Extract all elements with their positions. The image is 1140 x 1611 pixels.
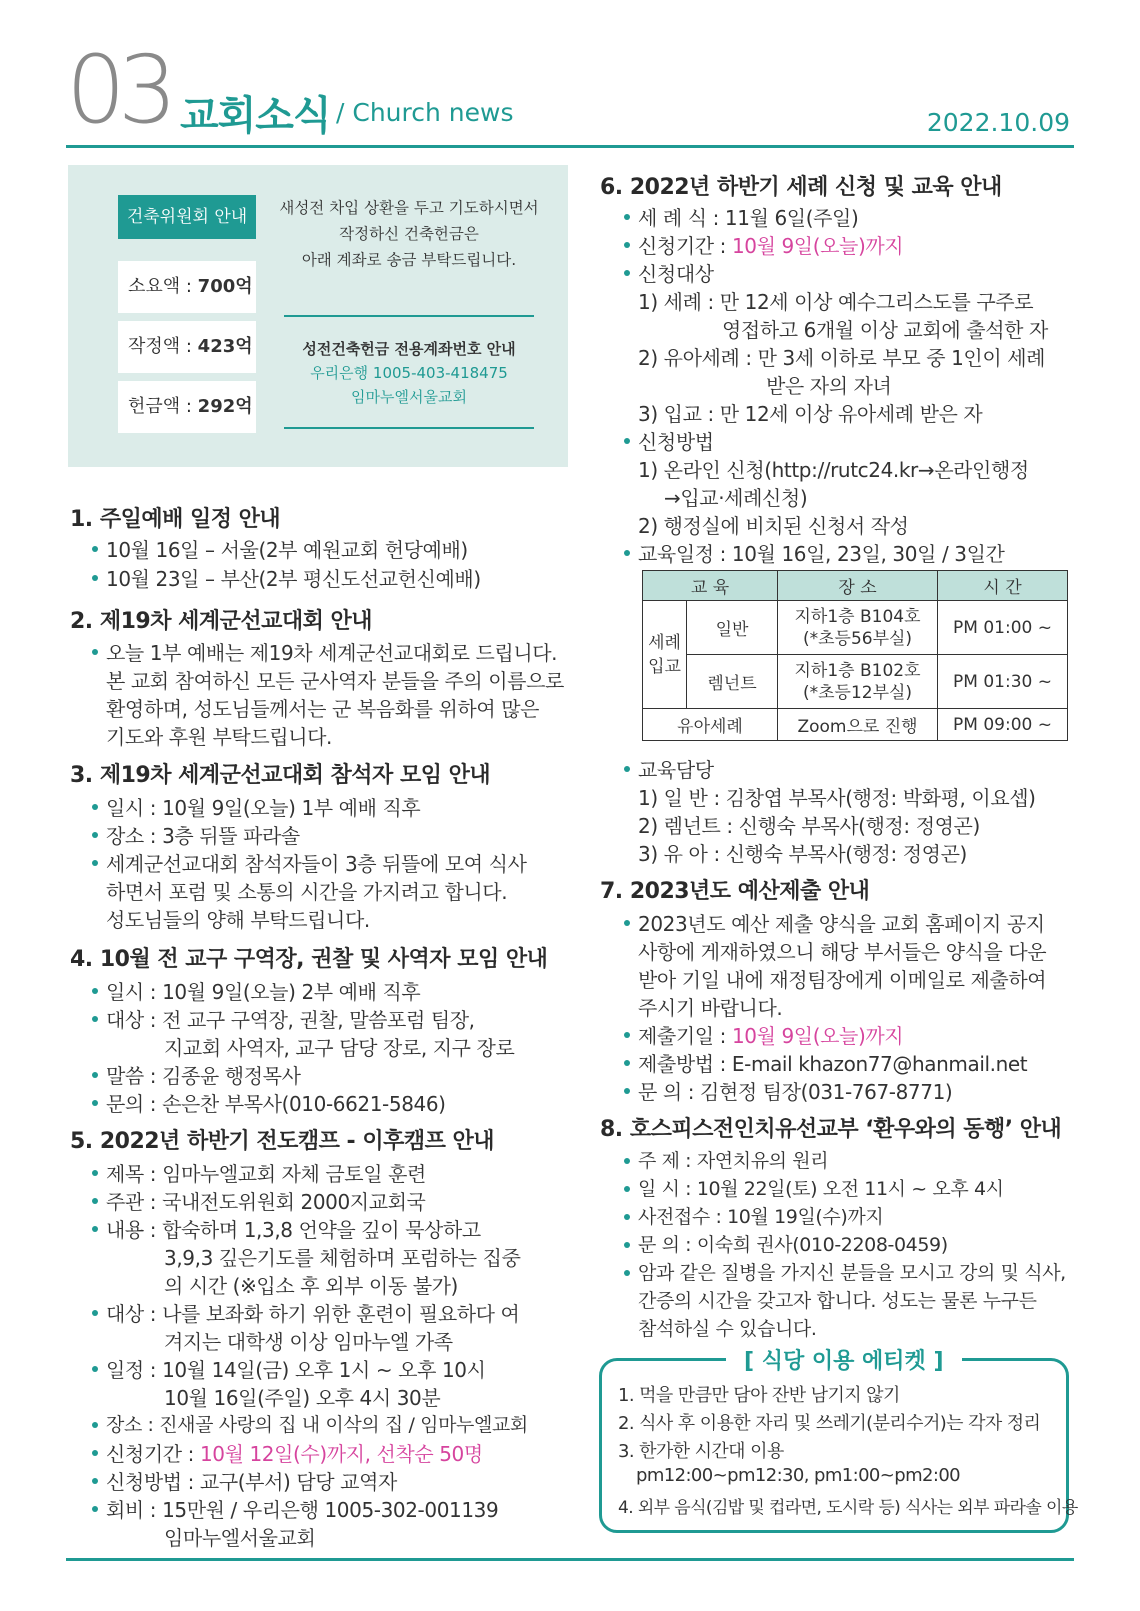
bulletin-date: 2022.10.09 [926,108,1070,137]
text-line [638,230,903,259]
table-cell: PM 09:00 ~ [938,709,1068,741]
text-line: 영접하고 6개월 이상 교회에 출석한 자 [722,318,1048,342]
text-line: 내용 : 합숙하며 1,3,8 언약을 깊이 묵상하고 [106,1218,481,1242]
bullet-icon [624,242,630,248]
text-line: 간증의 시간을 갖고자 합니다. 성도는 물론 누구든 [638,1290,1037,1312]
building-message-line: 새성전 차입 상환을 두고 기도하시면서 [279,199,539,217]
table-cell: 일반 [687,601,778,655]
text-line: 신청대상 [638,262,714,286]
section-title: 4. 10월 전 교구 구역장, 권찰 및 사역자 모임 안내 [70,947,548,972]
text-line: 주관 : 국내전도위원회 2000지교회국 [106,1190,426,1214]
building-divider [284,315,534,317]
bullet-icon [624,438,630,444]
text-line: 문의 : 손은찬 부목사(010-6621-5846) [106,1092,446,1116]
bullet-icon [92,575,98,581]
bullet-icon [92,1310,98,1316]
text-line: 3,9,3 깊은기도를 체험하며 포럼하는 집중 [164,1246,521,1270]
apply-period-label: 신청기간 : [638,234,732,258]
bullet-icon [92,546,98,552]
bullet-icon [92,804,98,810]
text-line: 2) 행정실에 비치된 신청서 작성 [638,514,909,538]
section-title: 8. 호스피스전인치유선교부 ‘환우와의 동행’ 안내 [600,1117,1062,1142]
etiquette-line: pm12:00~pm12:30, pm1:00~pm2:00 [636,1465,961,1486]
text-line [638,1020,903,1049]
text-line: 말씀 : 김종윤 행정목사 [106,1064,301,1088]
text-line: 신청방법 [638,430,714,454]
section-title: 2. 제19차 세계군선교대회 안내 [70,609,373,634]
bullet-icon [624,1032,630,1038]
account-title: 성전건축헌금 전용계좌번호 안내 [302,340,516,358]
building-message-line: 아래 계좌로 송금 부탁드립니다. [301,251,517,269]
text-line: 제출방법 : E-mail khazon77@hanmail.net [638,1052,1028,1076]
text-line: 세 례 식 : 11월 6일(주일) [638,206,859,230]
bullet-icon [624,1158,630,1164]
text-line: 2) 렘넌트 : 신행숙 부목사(행정: 정영곤) [638,814,980,838]
bullet-icon [624,1060,630,1066]
text-line: 교육담당 [638,758,714,782]
bullet-icon [92,1366,98,1372]
text-line: 1) 온라인 신청(http://rutc24.kr→온라인행정 [638,458,1029,482]
text-line: 지교회 사역자, 교구 담당 장로, 지구 장로 [164,1036,515,1060]
bullet-icon [624,1270,630,1276]
text-line: 10월 16일(주일) 오후 4시 30분 [164,1386,441,1410]
text-line: 일시 : 10월 9일(오늘) 1부 예배 직후 [106,796,421,820]
required-label: 소요액 : [128,276,198,297]
apply-period-value: 10월 9일(오늘)까지 [731,234,904,258]
table-row [643,655,1068,709]
text-line: 임마누엘서울교회 [164,1526,316,1550]
pledged-amount [118,321,256,373]
text-line: 10월 23일 – 부산(2부 평신도선교헌신예배) [106,567,481,591]
text-line: 2) 유아세례 : 만 3세 이하로 부모 중 1인이 세례 [638,346,1046,370]
deadline-label: 제출기일 : [638,1024,732,1048]
table-row [643,709,1068,741]
etiquette-line: 2. 식사 후 이용한 자리 및 쓰레기(분리수거)는 각자 정리 [618,1413,1041,1434]
text-line: 1) 세례 : 만 12세 이상 예수그리스도를 구주로 [638,290,1034,314]
highlight-line: 성도님들의 양해 부탁드립니다. [106,908,370,932]
table-header: 장 소 [778,571,938,601]
text-line: →입교·세례신청) [664,486,808,510]
text-line: 의 시간 (※입소 후 외부 이동 불가) [164,1274,458,1298]
cell-line: 지하1층 B104호 [794,606,921,627]
text-line: 장소 : 3층 뒤뜰 파라솔 [106,824,300,848]
bullet-icon [92,1072,98,1078]
etiquette-line: 1. 먹을 만큼만 담아 잔반 남기지 않기 [618,1385,900,1406]
text-line [106,1438,483,1467]
text-line: 주 제 : 자연치유의 원리 [638,1150,829,1172]
bullet-icon [92,1478,98,1484]
table-cell: 세례 입교 [643,601,687,709]
text-line: 3) 유 아 : 신행숙 부목사(행정: 정영곤) [638,842,967,866]
etiquette-line: 3. 한가한 시간대 이용 [618,1441,784,1462]
text-line: 교육일정 : 10월 16일, 23일, 30일 / 3일간 [638,542,1005,566]
text-line: 대상 : 전 교구 구역장, 권찰, 말씀포럼 팀장, [106,1008,475,1032]
bullet-icon [92,649,98,655]
building-message [278,195,540,273]
donated-value: 292억 [197,396,253,417]
text-line: 10월 16일 – 서울(2부 예원교회 헌당예배) [106,538,468,562]
bullet-icon [624,270,630,276]
table-cell: 유아세례 [643,709,778,741]
bullet-icon [624,1242,630,1248]
text-line: 신청방법 : 교구(부서) 담당 교역자 [106,1470,397,1494]
bullet-icon [92,832,98,838]
deadline-value: 10월 9일(오늘)까지 [731,1024,904,1048]
bullet-icon [624,1088,630,1094]
highlight-line: 세계군선교대회 참석자들이 3층 뒤뜰에 모여 식사 [106,852,527,876]
text-line: 암과 같은 질병을 가지신 분들을 모시고 강의 및 식사, [638,1262,1066,1284]
cell-line: (*초등56부실) [802,628,913,649]
text-line: 3) 입교 : 만 12세 이상 유아세례 받은 자 [638,402,983,426]
donated-amount [118,381,256,433]
bullet-icon [92,1100,98,1106]
text-line: 회비 : 15만원 / 우리은행 1005-302-001139 [106,1498,499,1522]
text-line: 받은 자의 자녀 [766,374,892,398]
text-line: 기도와 후원 부탁드립니다. [106,725,332,749]
required-value: 700억 [197,276,253,297]
building-account [278,337,540,409]
page-title: 교회소식 [180,93,331,139]
text-line: 문 의 : 이숙희 권사(010-2208-0459) [638,1234,948,1256]
text-line: 받아 기일 내에 재정팀장에게 이메일로 제출하여 [638,968,1047,992]
bullet-icon [92,1450,98,1456]
header-divider [66,145,1074,148]
education-schedule-table [642,570,1068,741]
table-row [643,601,1068,655]
donated-label: 헌금액 : [128,396,198,417]
bullet-icon [92,1016,98,1022]
text-line: 제목 : 임마누엘교회 자체 금토일 훈련 [106,1162,426,1186]
apply-period-label: 신청기간 : [106,1442,200,1466]
etiquette-line: 4. 외부 음식(김밥 및 컵라면, 도시락 등) 식사는 외부 파라솔 이용 [618,1498,1078,1518]
table-cell: PM 01:30 ~ [938,655,1068,709]
account-number: 우리은행 1005-403-418475 [310,364,508,382]
section-title: 1. 주일예배 일정 안내 [70,507,281,532]
building-badge: 건축위원회 안내 [118,195,256,239]
table-cell [778,601,938,655]
text-line: 일시 : 10월 9일(오늘) 2부 예배 직후 [106,980,421,1004]
text-line: 문 의 : 김현정 팀장(031-767-8771) [638,1080,953,1104]
bullet-icon [92,1422,98,1428]
section-title: 3. 제19차 세계군선교대회 참석자 모임 안내 [70,763,491,788]
text-line: 1) 일 반 : 김창엽 부목사(행정: 박화평, 이요셉) [638,786,1036,810]
table-cell: 렘넌트 [687,655,778,709]
page-subtitle: / Church news [336,98,514,127]
bullet-icon [92,1226,98,1232]
text-line: 오늘 1부 예배는 제19차 세계군선교대회로 드립니다. [106,641,558,665]
text-line: 일정 : 10월 14일(금) 오후 1시 ~ 오후 10시 [106,1358,486,1382]
text-line: 일 시 : 10월 22일(토) 오전 11시 ~ 오후 4시 [638,1178,1004,1200]
pledged-value: 423억 [197,336,253,357]
building-committee-panel [68,165,568,467]
bullet-icon [92,1170,98,1176]
table-cell: PM 01:00 ~ [938,601,1068,655]
building-divider [284,427,534,429]
table-cell [778,655,938,709]
text-line: 겨지는 대학생 이상 임마누엘 가족 [164,1330,453,1354]
footer-divider [66,1558,1074,1561]
text-line: 2023년도 예산 제출 양식을 교회 홈페이지 공지 [638,912,1045,936]
section-title: 6. 2022년 하반기 세례 신청 및 교육 안내 [600,175,1002,200]
text-line: 장소 : 진새골 사랑의 집 내 이삭의 집 / 임마누엘교회 [106,1414,528,1436]
text-line: 대상 : 나를 보좌화 하기 위한 훈련이 필요하다 여 [106,1302,520,1326]
bullet-icon [624,214,630,220]
section-title: 5. 2022년 하반기 전도캠프 - 이후캠프 안내 [70,1129,495,1154]
section-title: 7. 2023년도 예산제출 안내 [600,879,870,904]
bullet-icon [624,1186,630,1192]
table-cell: Zoom으로 진행 [778,709,938,741]
bullet-icon [624,1214,630,1220]
highlight-line: 하면서 포럼 및 소통의 시간을 가지려고 합니다. [106,880,508,904]
text-line: 사항에 게재하였으니 해당 부서들은 양식을 다운 [638,940,1047,964]
bullet-icon [624,920,630,926]
bullet-icon [92,1198,98,1204]
building-message-line: 작정하신 건축헌금은 [339,225,479,243]
section-number: 03 [66,36,170,145]
text-line: 환영하며, 성도님들께서는 군 복음화를 위하여 많은 [106,697,540,721]
etiquette-title: [ 식당 이용 에티켓 ] [726,1344,962,1375]
bullet-icon [624,766,630,772]
pledged-label: 작정액 : [128,336,198,357]
table-header-row [643,571,1068,601]
account-holder: 임마누엘서울교회 [351,388,467,406]
table-header: 시 간 [938,571,1068,601]
text-line: 주시기 바랍니다. [638,996,783,1020]
bullet-icon [92,1506,98,1512]
bullet-icon [624,550,630,556]
cell-line: 지하1층 B102호 [794,660,921,681]
text-line: 참석하실 수 있습니다. [638,1318,817,1340]
cell-line: (*초등12부실) [802,682,913,703]
bullet-icon [92,988,98,994]
required-amount [118,261,256,313]
text-line: 사전접수 : 10월 19일(수)까지 [638,1206,884,1228]
apply-period-value: 10월 12일(수)까지, 선착순 50명 [199,1442,483,1466]
bullet-icon [92,860,98,866]
text-line: 본 교회 참여하신 모든 군사역자 분들을 주의 이름으로 [106,669,564,693]
table-header: 교 육 [643,571,778,601]
etiquette-box [599,1349,1078,1533]
